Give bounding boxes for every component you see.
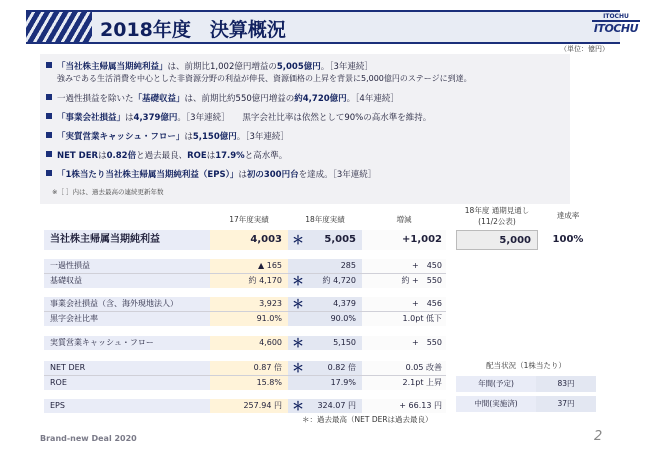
row-fy17: 3,923 (210, 297, 288, 311)
record-footnote: ＊：過去最高（NET DERは過去最良） (302, 415, 433, 424)
main-row-rate: 100% (540, 230, 596, 250)
bullet-square-icon (46, 113, 52, 119)
footer-brand: Brand-new Deal 2020 (40, 434, 137, 443)
record-asterisk: ＊ (292, 399, 305, 413)
title-bar (26, 10, 639, 44)
logo-wordmark: ITOCHU (593, 22, 639, 35)
record-asterisk: ＊ (292, 336, 305, 350)
page-title: 2018年度 決算概況 (100, 19, 286, 41)
title-stripes (26, 12, 92, 42)
summary-box (40, 54, 570, 204)
row-fy18: 324.07 円 (288, 399, 362, 413)
bullet-square-icon (46, 170, 52, 176)
row-label: 実質営業キャッシュ・フロー (44, 336, 210, 350)
itochu-logo (588, 13, 644, 39)
row-change: 約 + 550 (362, 274, 446, 288)
row-label: ROE (44, 376, 210, 390)
row-fy17: 257.94 円 (210, 399, 288, 413)
row-change: 2.1pt 上昇 (362, 376, 446, 390)
bullet-square-icon (46, 132, 52, 138)
row-fy18: 0.82 倍 (288, 361, 362, 375)
row-fy17: 0.87 倍 (210, 361, 288, 375)
row-fy18: 17.9% (288, 376, 362, 390)
unit-label: （単位：億円） (560, 45, 609, 53)
row-change: + 456 (362, 297, 446, 311)
record-asterisk: ＊ (292, 361, 305, 375)
record-asterisk: ＊ (292, 233, 305, 247)
row-change: + 66.13 円 (362, 399, 446, 413)
row-label: 基礎収益 (44, 274, 210, 288)
row-fy17: 約 4,170 (210, 274, 288, 288)
record-asterisk: ＊ (292, 297, 305, 311)
row-change: + 450 (362, 259, 446, 273)
bullet-group-companies: 「事業会社損益」は4,379億円。［3年連続］ 黒字会社比率は依然として90%の高水準を維持。 (46, 111, 431, 123)
bullet-eps: 「1株当たり当社株主帰属当期純利益（EPS）」は初の300円台を達成。［3年連続］ (46, 168, 376, 180)
dividend-annual-label: 年間(予定) (456, 376, 536, 392)
row-fy17: 4,600 (210, 336, 288, 350)
record-asterisk: ＊ (292, 274, 305, 288)
row-label: EPS (44, 399, 210, 413)
bullet-operating-cf: 「実質営業キャッシュ・フロー」は5,150億円。［3年連続］ (46, 130, 289, 142)
row-change: 0.05 改善 (362, 361, 446, 375)
bullet-square-icon (46, 62, 52, 68)
main-row-fy17: 4,003 (210, 230, 288, 250)
row-fy17: 91.0% (210, 312, 288, 326)
row-label: NET DER (44, 361, 210, 375)
main-row-forecast: 5,000 (456, 230, 538, 250)
page-number: 2 (594, 429, 603, 444)
header-fy18: 18年度実績 (305, 215, 345, 224)
dividend-annual-value: 83円 (536, 376, 596, 392)
dividend-interim-label: 中間(実施済) (456, 396, 536, 412)
dividend-interim-value: 37円 (536, 396, 596, 412)
row-fy17: 15.8% (210, 376, 288, 390)
header-forecast-date: (11/2公表) (478, 217, 516, 226)
header-rate: 達成率 (556, 211, 580, 220)
summary-note: ※［ ］内は、過去最高の連続更新年数 (52, 188, 164, 196)
header-forecast: 18年度 通期見通し (464, 206, 530, 215)
header-fy17: 17年度実績 (229, 215, 269, 224)
row-fy17: ▲ 165 (210, 259, 288, 273)
dividend-title: 配当状況（1株当たり） (486, 361, 566, 370)
row-fy18: 約 4,720 (288, 274, 362, 288)
row-label: 黒字会社比率 (44, 312, 210, 326)
bullet-net-income-detail: 強みである生活消費を中心とした非資源分野の利益が伸長、資源価格の上昇を背景に5,000億円のステージに到達。 (57, 74, 472, 83)
main-row-fy18: 5,005 (288, 230, 362, 250)
bullet-square-icon (46, 94, 52, 100)
bullet-net-income: 「当社株主帰属当期純利益」は、前期比1,002億円増益の5,005億円。［3年連続］ (46, 60, 373, 72)
logo-wordmark-small: ITOCHU (603, 13, 629, 20)
row-fy18: 5,150 (288, 336, 362, 350)
main-row-change: +1,002 (362, 230, 446, 250)
header-change: 増減 (396, 215, 412, 224)
main-row-label: 当社株主帰属当期純利益 (44, 230, 210, 250)
row-fy18: 4,379 (288, 297, 362, 311)
bullet-core-profit: 一過性損益を除いた「基礎収益」は、前期比約550億円増益の約4,720億円。［4年連続］ (46, 92, 399, 104)
bullet-square-icon (46, 151, 52, 157)
row-change: + 550 (362, 336, 446, 350)
row-change: 1.0pt 低下 (362, 312, 446, 326)
row-label: 事業会社損益（含、海外現地法人） (44, 297, 210, 311)
bullet-der-roe: NET DERは0.82倍と過去最良、ROEは17.9%と高水準。 (46, 149, 287, 161)
row-label: 一過性損益 (44, 259, 210, 273)
row-fy18: 90.0% (288, 312, 362, 326)
row-fy18: 285 (288, 259, 362, 273)
